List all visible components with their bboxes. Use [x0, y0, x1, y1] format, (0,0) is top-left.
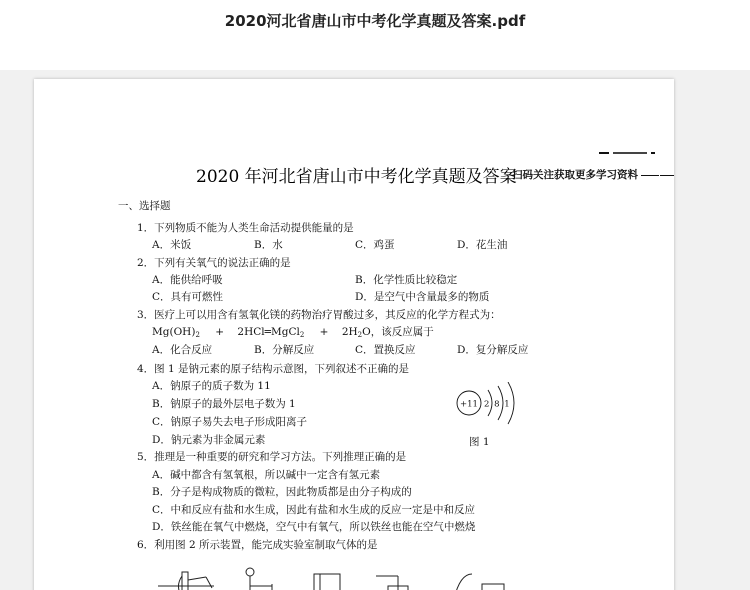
eq-plus: + [215, 326, 225, 338]
q4-option-c: C．钠原子易失去电子形成阳离子 [152, 416, 308, 428]
promo-text: 扫码关注获取更多学习资料 [512, 169, 638, 181]
sodium-atom-diagram [454, 382, 524, 430]
promo-dash [641, 175, 659, 176]
promo-banner [512, 167, 674, 182]
electron-counts: 2 8 1 [484, 399, 511, 410]
q6-stem: 6．利用图 2 所示装置，能完成实验室制取气体的是 [137, 539, 378, 551]
apparatus-funnel [246, 568, 272, 590]
file-title: 2020河北省唐山市中考化学真题及答案.pdf [224, 12, 526, 30]
q1-option-b: B．水 [254, 239, 283, 251]
eq-subscript: 2 [195, 331, 200, 339]
eq-tail: O，该反应属于 [362, 326, 434, 338]
section-heading: 一、选择题 [118, 200, 171, 212]
apparatus-trough [454, 574, 504, 590]
apparatus-collection [376, 576, 408, 590]
figure-2-apparatus [154, 566, 514, 590]
viewer-titlebar [0, 0, 750, 70]
q3-option-c: C．置换反应 [355, 344, 416, 356]
figure-1-label: 图 1 [469, 436, 490, 448]
q4-option-d: D．钠元素为非金属元素 [152, 434, 266, 446]
q1-stem: 1．下列物质不能为人类生命活动提供能量的是 [137, 222, 354, 234]
q4-option-b: B．钠原子的最外层电子数为 1 [152, 398, 296, 410]
q5-option-a: A．碱中都含有氢氧根，所以碱中一定含有氢元素 [152, 469, 381, 481]
banner-fragment [599, 152, 659, 154]
q3-stem: 3．医疗上可以用含有氢氧化镁的药物治疗胃酸过多，其反应的化学方程式为： [137, 309, 501, 321]
q2-option-b: B．化学性质比较稳定 [355, 274, 458, 286]
pdf-page[interactable] [34, 79, 674, 590]
eq-subscript: 2 [299, 331, 305, 339]
q3-option-b: B．分解反应 [254, 344, 315, 356]
q5-option-d: D．铁丝能在氧气中燃烧，空气中有氧气，所以铁丝也能在空气中燃烧 [152, 521, 476, 533]
apparatus-stand [158, 572, 214, 590]
eq-reactant-1: Mg(OH) [152, 326, 196, 338]
nucleus-charge: +11 [460, 399, 478, 410]
q3-option-a: A．化合反应 [152, 344, 213, 356]
q4-stem: 4．图 1 是钠元素的原子结构示意图，下列叙述不正确的是 [137, 363, 410, 375]
eq-subscript: 2 [357, 331, 363, 339]
q5-option-c: C．中和反应有盐和水生成，因此有盐和水生成的反应一定是中和反应 [152, 504, 476, 516]
q2-stem: 2．下列有关氧气的说法正确的是 [137, 257, 291, 269]
q2-option-c: C．具有可燃性 [152, 291, 224, 303]
q5-stem: 5．推理是一种重要的研究和学习方法。下列推理正确的是 [137, 451, 407, 463]
q2-option-d: D．是空气中含量最多的物质 [355, 291, 490, 303]
q4-option-a: A．钠原子的质子数为 11 [152, 380, 271, 392]
q1-option-d: D．花生油 [457, 239, 508, 251]
q1-option-a: A．米饭 [152, 239, 192, 251]
eq-product-1: MgCl [270, 326, 300, 338]
eq-plus: + [319, 326, 329, 338]
apparatus-gas-bottle [314, 574, 340, 590]
q1-option-c: C．鸡蛋 [355, 239, 395, 251]
eq-equals: ═ [264, 326, 271, 338]
q5-option-b: B．分子是构成物质的微粒，因此物质都是由分子构成的 [152, 486, 412, 498]
q3-equation [152, 324, 434, 339]
promo-dash [660, 175, 674, 176]
q3-option-d: D．复分解反应 [457, 344, 529, 356]
eq-reactant-2: 2HCl [237, 326, 265, 338]
document-title: 2020 年河北省唐山市中考化学真题及答案 [196, 167, 517, 187]
eq-product-2: 2H [341, 326, 358, 338]
q2-option-a: A．能供给呼吸 [152, 274, 223, 286]
